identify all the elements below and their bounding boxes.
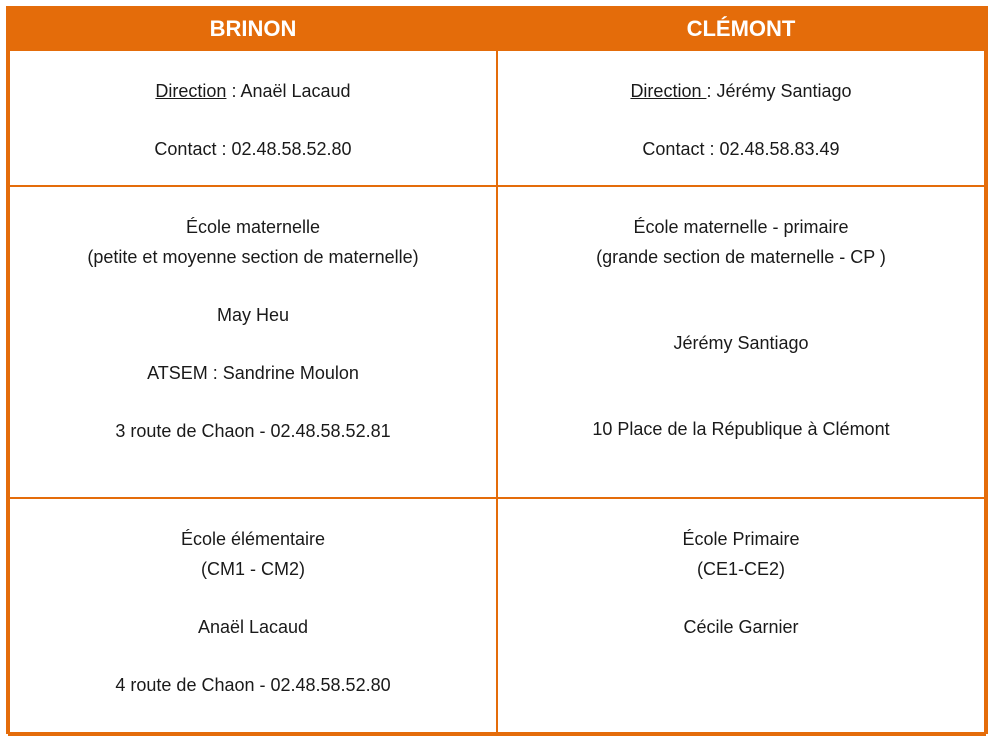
clemont-primaire-teacher: Cécile Garnier <box>683 617 799 637</box>
clemont-maternelle-primaire-subtitle: (grande section de maternelle - CP ) <box>596 247 886 267</box>
clemont-primaire-subtitle: (CE1-CE2) <box>696 559 785 579</box>
schools-table <box>8 8 986 736</box>
clemont-maternelle-primaire-title: École maternelle - primaire <box>633 217 849 237</box>
clemont-direction-name: Jérémy Santiago <box>716 81 852 101</box>
clemont-contact: Contact : 02.48.58.83.49 <box>642 139 840 159</box>
brinon-elementaire-cell <box>9 498 497 735</box>
clemont-maternelle-primaire-cell <box>497 186 985 498</box>
clemont-direction-line <box>498 76 984 106</box>
header-clemont: CLÉMONT <box>497 8 985 50</box>
direction-row <box>9 50 985 186</box>
brinon-contact: Contact : 02.48.58.52.80 <box>154 139 352 159</box>
brinon-elementaire-title: École élémentaire <box>180 529 326 549</box>
brinon-direction-name: Anaël Lacaud <box>240 81 351 101</box>
clemont-direction-sep: : <box>706 81 717 101</box>
brinon-direction-line <box>10 76 496 106</box>
brinon-maternelle-teacher: May Heu <box>216 305 290 325</box>
clemont-maternelle-primaire-address: 10 Place de la République à Clémont <box>592 419 890 439</box>
brinon-maternelle-atsem: ATSEM : Sandrine Moulon <box>147 363 359 383</box>
brinon-maternelle-cell <box>9 186 497 498</box>
clemont-direction-label: Direction <box>630 81 707 101</box>
elementaire-row <box>9 498 985 735</box>
clemont-primaire-title: École Primaire <box>682 529 800 549</box>
brinon-direction-sep: : <box>226 81 241 101</box>
brinon-maternelle-title: École maternelle <box>185 217 321 237</box>
brinon-maternelle-address: 3 route de Chaon - 02.48.58.52.81 <box>115 421 391 441</box>
brinon-elementaire-address: 4 route de Chaon - 02.48.58.52.80 <box>115 675 391 695</box>
brinon-direction-label: Direction <box>155 81 227 101</box>
brinon-elementaire-subtitle: (CM1 - CM2) <box>201 559 305 579</box>
maternelle-row <box>9 186 985 498</box>
brinon-maternelle-subtitle: (petite et moyenne section de maternelle) <box>87 247 419 267</box>
brinon-elementaire-teacher: Anaël Lacaud <box>197 617 309 637</box>
clemont-direction-cell <box>497 50 985 186</box>
brinon-direction-cell <box>9 50 497 186</box>
header-row <box>9 8 985 50</box>
clemont-primaire-cell <box>497 498 985 735</box>
clemont-maternelle-primaire-teacher: Jérémy Santiago <box>673 333 809 353</box>
header-brinon: BRINON <box>9 8 497 50</box>
schools-table-frame <box>6 6 988 734</box>
